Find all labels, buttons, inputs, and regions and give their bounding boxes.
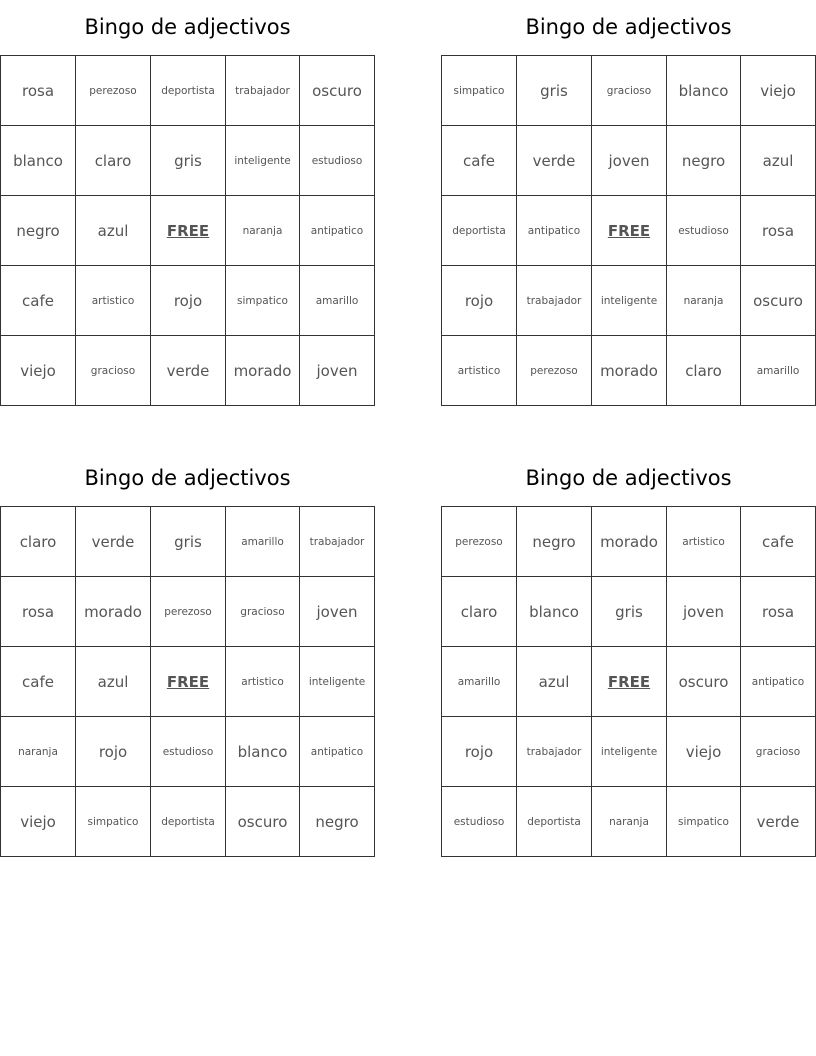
- bingo-cell: estudioso: [151, 717, 226, 787]
- bingo-cell: azul: [741, 126, 816, 196]
- bingo-cell: blanco: [667, 56, 741, 126]
- bingo-cell: viejo: [1, 787, 76, 857]
- card-title: Bingo de adjectivos: [525, 466, 732, 490]
- card-title: Bingo de adjectivos: [84, 466, 291, 490]
- bingo-cell: antipatico: [517, 196, 592, 266]
- bingo-cell: trabajador: [300, 507, 375, 577]
- bingo-cell: artistico: [667, 507, 741, 577]
- bingo-cell: antipatico: [741, 647, 816, 717]
- bingo-grid: [0, 506, 375, 857]
- bingo-cell: perezoso: [76, 56, 151, 126]
- bingo-cell: morado: [592, 336, 667, 406]
- bingo-cell: azul: [76, 196, 151, 266]
- bingo-cell: negro: [517, 507, 592, 577]
- bingo-cell: naranja: [667, 266, 741, 336]
- bingo-cell: viejo: [1, 336, 76, 406]
- bingo-cell: trabajador: [517, 717, 592, 787]
- bingo-cell: claro: [76, 126, 151, 196]
- bingo-cell: blanco: [1, 126, 76, 196]
- bingo-cell: viejo: [741, 56, 816, 126]
- bingo-cell: simpatico: [667, 787, 741, 857]
- bingo-cell: verde: [517, 126, 592, 196]
- bingo-cell: gracioso: [741, 717, 816, 787]
- bingo-cell: oscuro: [300, 56, 375, 126]
- bingo-cell: rosa: [1, 577, 76, 647]
- bingo-cell: cafe: [442, 126, 517, 196]
- bingo-cell: deportista: [517, 787, 592, 857]
- bingo-cell: cafe: [1, 647, 76, 717]
- bingo-cell: blanco: [226, 717, 300, 787]
- bingo-cell: estudioso: [300, 126, 375, 196]
- bingo-cell: trabajador: [226, 56, 300, 126]
- bingo-cell: gracioso: [226, 577, 300, 647]
- bingo-cell: rojo: [151, 266, 226, 336]
- bingo-cell: inteligente: [226, 126, 300, 196]
- bingo-cell: joven: [667, 577, 741, 647]
- bingo-cell: perezoso: [442, 507, 517, 577]
- bingo-cell: cafe: [741, 507, 816, 577]
- bingo-cell: negro: [1, 196, 76, 266]
- bingo-cell: claro: [667, 336, 741, 406]
- bingo-cell: rojo: [442, 266, 517, 336]
- bingo-cell: perezoso: [151, 577, 226, 647]
- bingo-cell: negro: [667, 126, 741, 196]
- bingo-cell: joven: [300, 336, 375, 406]
- bingo-cell: amarillo: [442, 647, 517, 717]
- bingo-cell: morado: [226, 336, 300, 406]
- bingo-cell: gris: [592, 577, 667, 647]
- bingo-cell: verde: [151, 336, 226, 406]
- bingo-cell: joven: [592, 126, 667, 196]
- bingo-cell: blanco: [517, 577, 592, 647]
- bingo-cell: gris: [151, 126, 226, 196]
- bingo-cell: amarillo: [300, 266, 375, 336]
- bingo-grid: [441, 55, 816, 406]
- free-space: FREE: [592, 647, 667, 717]
- bingo-cell: gris: [517, 56, 592, 126]
- bingo-grid: [0, 55, 375, 406]
- bingo-cell: joven: [300, 577, 375, 647]
- bingo-cell: oscuro: [741, 266, 816, 336]
- card-title: Bingo de adjectivos: [84, 15, 291, 39]
- bingo-cell: oscuro: [667, 647, 741, 717]
- bingo-cell: negro: [300, 787, 375, 857]
- bingo-cell: trabajador: [517, 266, 592, 336]
- bingo-cell: gracioso: [76, 336, 151, 406]
- bingo-cell: artistico: [226, 647, 300, 717]
- bingo-cell: naranja: [592, 787, 667, 857]
- bingo-cell: naranja: [1, 717, 76, 787]
- bingo-cell: estudioso: [667, 196, 741, 266]
- bingo-cell: estudioso: [442, 787, 517, 857]
- bingo-cell: morado: [592, 507, 667, 577]
- bingo-cell: deportista: [442, 196, 517, 266]
- bingo-cell: deportista: [151, 787, 226, 857]
- bingo-cell: antipatico: [300, 717, 375, 787]
- bingo-cell: simpatico: [76, 787, 151, 857]
- bingo-cell: claro: [442, 577, 517, 647]
- bingo-cell: deportista: [151, 56, 226, 126]
- free-space: FREE: [151, 647, 226, 717]
- bingo-cell: verde: [741, 787, 816, 857]
- bingo-cell: inteligente: [592, 717, 667, 787]
- bingo-grid: [441, 506, 816, 857]
- bingo-cell: gris: [151, 507, 226, 577]
- bingo-cell: antipatico: [300, 196, 375, 266]
- free-space: FREE: [151, 196, 226, 266]
- bingo-cell: viejo: [667, 717, 741, 787]
- bingo-cell: inteligente: [592, 266, 667, 336]
- bingo-cell: claro: [1, 507, 76, 577]
- free-space: FREE: [592, 196, 667, 266]
- bingo-cell: gracioso: [592, 56, 667, 126]
- bingo-cell: simpatico: [226, 266, 300, 336]
- bingo-cell: perezoso: [517, 336, 592, 406]
- bingo-cell: rojo: [442, 717, 517, 787]
- bingo-cell: rosa: [741, 577, 816, 647]
- bingo-cell: azul: [76, 647, 151, 717]
- bingo-cell: artistico: [442, 336, 517, 406]
- bingo-cell: artistico: [76, 266, 151, 336]
- bingo-cell: oscuro: [226, 787, 300, 857]
- bingo-cell: morado: [76, 577, 151, 647]
- bingo-cell: rojo: [76, 717, 151, 787]
- card-title: Bingo de adjectivos: [525, 15, 732, 39]
- bingo-cell: rosa: [741, 196, 816, 266]
- bingo-cell: verde: [76, 507, 151, 577]
- bingo-cell: amarillo: [741, 336, 816, 406]
- bingo-cell: azul: [517, 647, 592, 717]
- bingo-cell: simpatico: [442, 56, 517, 126]
- bingo-cell: cafe: [1, 266, 76, 336]
- bingo-cell: inteligente: [300, 647, 375, 717]
- bingo-cell: amarillo: [226, 507, 300, 577]
- bingo-cell: naranja: [226, 196, 300, 266]
- bingo-cell: rosa: [1, 56, 76, 126]
